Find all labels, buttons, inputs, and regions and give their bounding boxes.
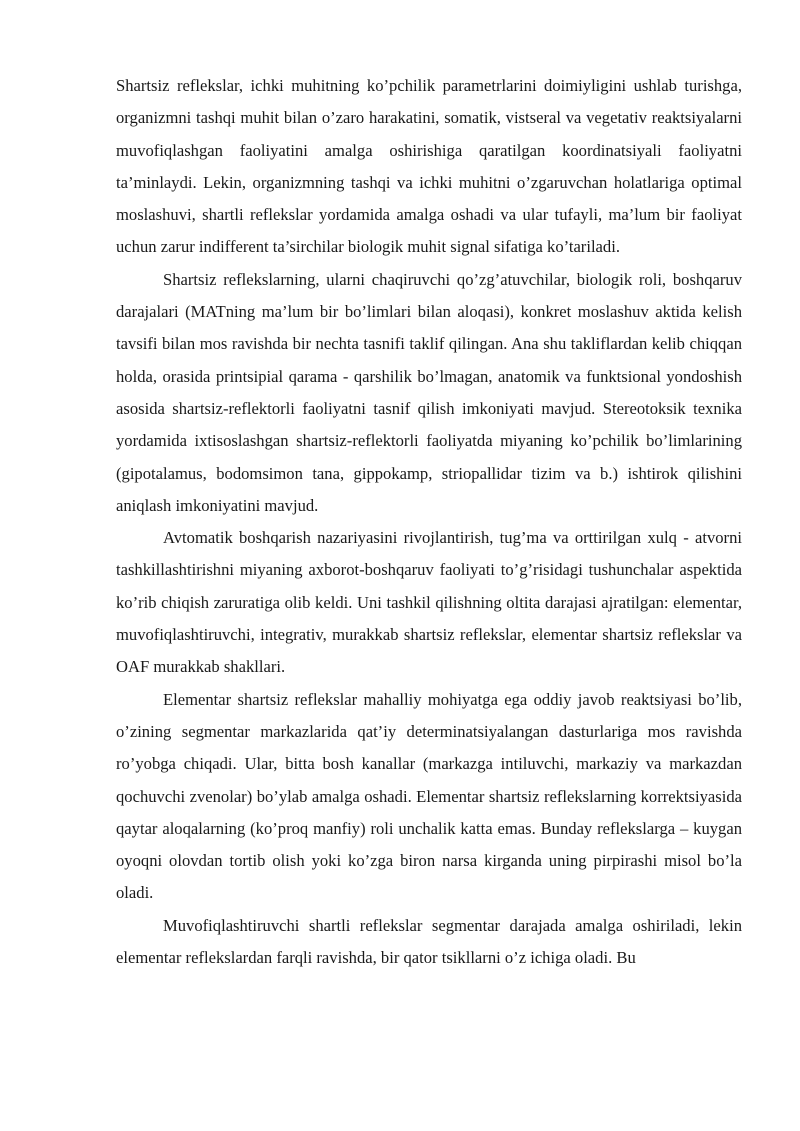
- paragraph-2: Shartsiz reflekslarning, ularni chaqiruvchi qo’zg’atuvchilar, biologik roli, boshqaruv darajalari (MATning ma’lum bir bo’limlari bilan aloqasi), konkret moslashuv aktida kelish tavsifi bilan mos ravishda bir nechta tasnifi taklif qilingan. Ana shu takliflardan kelib chiqqan holda, orasida printsipial qarama - qarshilik bo’lmagan, anatomik va funktsional yondoshish asosida shartsiz-reflektorli faoliyatni tasnif qilish imkoniyati mavjud. Stereotoksik texnika yordamida ixtisoslashgan shartsiz-reflektorli faoliyatda miyaning ko’pchilik bo’limlarining (gipotalamus, bodomsimon tana, gippokamp, striopallidar tizim va b.) ishtirok qilishini aniqlash imkoniyatini mavjud.: [116, 269, 742, 515]
- paragraph-4: Elementar shartsiz reflekslar mahalliy mohiyatga ega oddiy javob reaktsiyasi bo’lib, o’zining segmentar markazlarida qat’iy determinatsiyalangan dasturlariga mos ravishda ro’yobga chiqadi. Ular, bitta bosh kanallar (markazga intiluvchi, markaziy va markazdan qochuvchi zvenolar) bo’ylab amalga oshadi. Elementar shartsiz reflekslarning korrektsiyasida qaytar aloqalarning (ko’proq manfiy) roli unchalik katta emas. Bunday reflekslarga – kuygan oyoqni olovdan tortib olish yoki ko’zga biron narsa kirganda uning pirpirashi misol bo’la oladi.: [116, 689, 742, 903]
- paragraph-3: Avtomatik boshqarish nazariyasini rivojlantirish, tug’ma va orttirilgan xulq - atvorni tashkillashtirishni miyaning axborot-boshqaruv faoliyati to’g’risidagi tushunchalar aspektida ko’rib chiqish zaruratiga olib keldi. Uni tashkil qilishning oltita darajasi ajratilgan: elementar, muvofiqlashtiruvchi, integrativ, murakkab shartsiz reflekslar, elementar shartsiz reflekslar va OAF murakkab shakllari.: [116, 528, 742, 677]
- paragraph-5: Muvofiqlashtiruvchi shartli reflekslar segmentar darajada amalga oshiriladi, lekin elementar reflekslardan farqli ravishda, bir qator tsikllarni o’z ichiga oladi. Bu: [116, 915, 742, 968]
- document-page: [116, 70, 742, 974]
- paragraph-1: Shartsiz reflekslar, ichki muhitning ko’pchilik parametrlarini doimiyligini ushlab turishga, organizmni tashqi muhit bilan o’zaro harakatini, somatik, vistseral va vegetativ reaktsiyalarni muvofiqlashgan faoliyatini amalga oshirishiga qaratilgan koordinatsiyali faoliyatni ta’minlaydi. Lekin, organizmning tashqi va ichki muhitni o’zgaruvchan holatlariga optimal moslashuvi, shartli reflekslar yordamida amalga oshadi va ular tufayli, ma’lum bir faoliyat uchun zarur indifferent ta’sirchilar biologik muhit signal sifatiga ko’tariladi.: [116, 76, 742, 257]
